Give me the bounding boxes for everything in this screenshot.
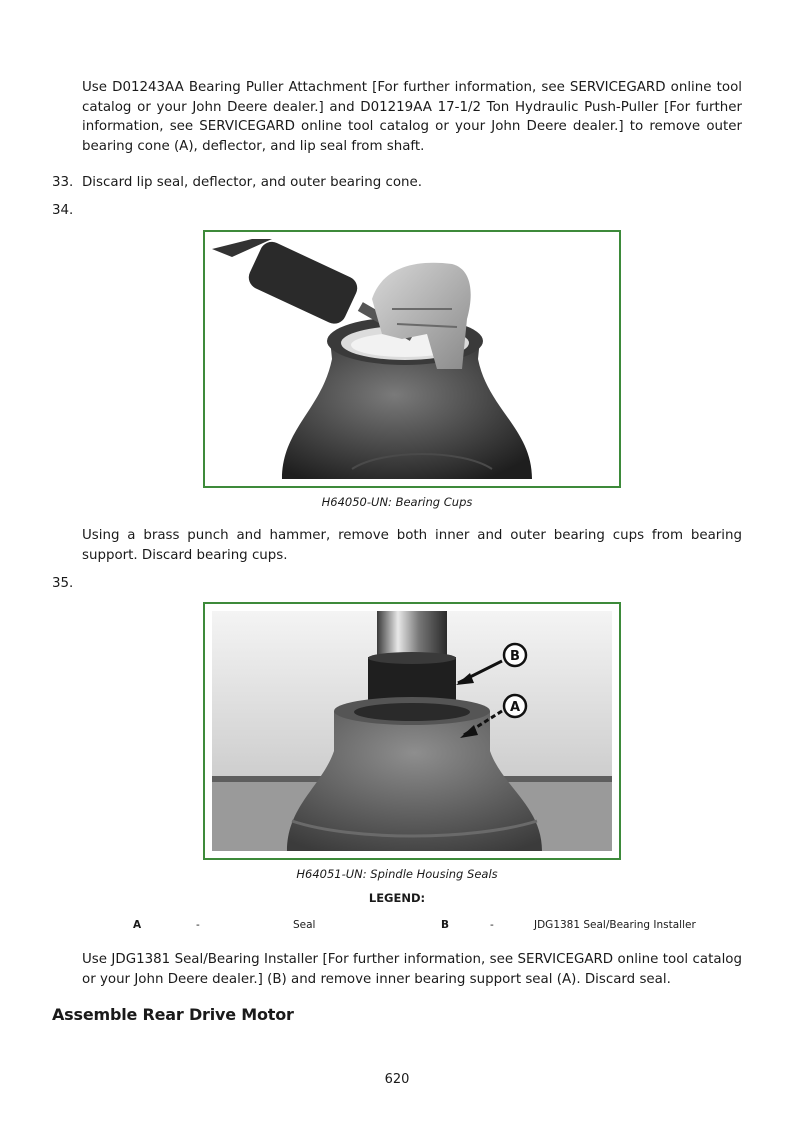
step-35: [52, 574, 82, 594]
callout-a-label: A: [509, 700, 521, 715]
spindle-housing-photo: [212, 611, 612, 851]
legend-key-b: B: [441, 919, 450, 931]
legend-dash-a: -: [196, 919, 200, 931]
legend-key-a: A: [133, 919, 142, 931]
page-number: 620: [384, 1072, 410, 1087]
figure2-caption: H64051-UN: Spindle Housing Seals: [296, 867, 498, 881]
bearing-cups-photo: [212, 239, 612, 479]
legend-dash-b: -: [490, 919, 494, 931]
legend-label-b: JDG1381 Seal/Bearing Installer: [534, 919, 696, 931]
callout-b-label: B: [510, 649, 520, 664]
step-number: 34.: [52, 203, 74, 218]
legend-label-a: Seal: [293, 919, 316, 931]
figure-spindle-housing-seals: [203, 602, 621, 860]
step-33: [52, 173, 422, 193]
figure2-body: Use JDG1381 Seal/Bearing Installer [For further information, see SERVICEGARD online tool catalog or your John Deere dealer.] (B) and remove inner bearing support seal (A). Discard seal.: [82, 952, 742, 987]
legend-title: LEGEND:: [368, 891, 426, 905]
step-34: [52, 201, 82, 221]
step-text: Discard lip seal, deflector, and outer bearing cone.: [82, 175, 423, 190]
step-number: 33.: [52, 175, 74, 190]
figure1-body: Using a brass punch and hammer, remove both inner and outer bearing cups from bearing support. Discard bearing cups.: [82, 528, 742, 563]
step-number: 35.: [52, 576, 74, 591]
intro-paragraph: Use D01243AA Bearing Puller Attachment [For further information, see SERVICEGARD online tool catalog or your John Deere dealer.] and D01219AA 17-1/2 Ton Hydraulic Push-Puller [For further information, see SERVICEGARD online tool catalog or your John Deere dealer.] to remove outer bearing cone (A), deflector, and lip seal from shaft.: [82, 80, 742, 154]
section-heading: Assemble Rear Drive Motor: [52, 1005, 294, 1024]
figure1-caption: H64050-UN: Bearing Cups: [321, 495, 473, 509]
figure-bearing-cups: [203, 230, 621, 488]
